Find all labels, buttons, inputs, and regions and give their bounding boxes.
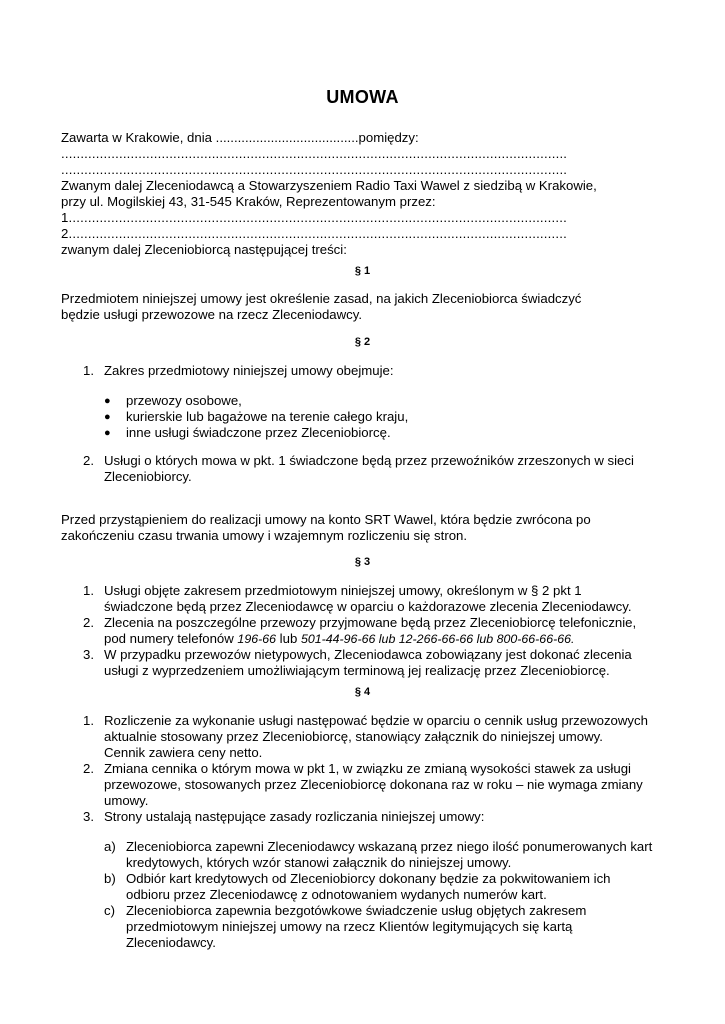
section-2-note-line-1: Przed przystąpieniem do realizacji umowy na konto SRT Wawel, która będzie zwrócona po bbox=[61, 512, 591, 527]
bullet-icon: ● bbox=[104, 395, 111, 407]
section-3-item-2-line-1: Zlecenia na poszczególne przewozy przyjmowane będą przez Zleceniobiorcę telefonicznie, bbox=[104, 615, 637, 630]
section-2-heading: § 2 bbox=[354, 336, 371, 348]
section-4-sub-b-line-1: Odbiór kart kredytowych od Zleceniobiorcy dokonany będzie za pokwitowaniem ich bbox=[126, 871, 611, 886]
section-1-heading: § 1 bbox=[354, 265, 371, 277]
section-4-item-3-text: Strony ustalają następujące zasady rozliczania niniejszej umowy: bbox=[104, 809, 485, 824]
intro-line-date: Zawarta w Krakowie, dnia .......................................pomiędzy: bbox=[61, 130, 419, 145]
intro-blank-line-1: ................................................................................................................................... bbox=[61, 146, 568, 161]
section-4-item-2-line-3: umowy. bbox=[104, 793, 149, 808]
section-2-item-2-line-2: Zleceniobiorcy. bbox=[104, 469, 192, 484]
section-3-heading: § 3 bbox=[354, 556, 371, 568]
section-4-sub-c-line-1: Zleceniobiorca zapewnia bezgotówkowe świadczenie usług objętych zakresem bbox=[126, 903, 587, 918]
section-4-sub-b-line-2: odbioru przez Zleceniodawcę z odnotowaniem wydanych numerów kart. bbox=[126, 887, 547, 902]
section-1-text-line-2: będzie usługi przewozowe na rzecz Zleceniodawcy. bbox=[61, 307, 363, 322]
section-2-item-2-line-1: Usługi o których mowa w pkt. 1 świadczone będą przez przewoźników zrzeszonych w sieci bbox=[104, 453, 634, 468]
section-4-sub-a-letter: a) bbox=[104, 839, 116, 854]
phones-intro-text: pod numery telefonów bbox=[104, 631, 238, 646]
phone-number-short: 196-66 bbox=[237, 632, 277, 646]
section-4-item-2-number: 2. bbox=[83, 761, 94, 776]
section-4-item-1-number: 1. bbox=[83, 713, 94, 728]
section-4-sub-c-letter: c) bbox=[104, 903, 115, 918]
section-4-sub-a-line-2: kredytowych, których wzór stanowi załącznik do niniejszej umowy. bbox=[126, 855, 512, 870]
intro-line-parties: Zwanym dalej Zleceniodawcą a Stowarzyszeniem Radio Taxi Wawel z siedzibą w Krakowie, bbox=[61, 178, 597, 193]
section-2-note-line-2: zakończeniu czasu trwania umowy i wzajemnym rozliczeniu się stron. bbox=[61, 528, 468, 543]
intro-line-content: zwanym dalej Zleceniobiorcą następującej treści: bbox=[61, 242, 347, 257]
section-3-item-3-line-2: usługi z wyprzedzeniem umożliwiającym terminową jej realizację przez Zleceniobiorcę. bbox=[104, 663, 610, 678]
intro-blank-line-2: ................................................................................................................................... bbox=[61, 162, 568, 177]
section-4-item-3-number: 3. bbox=[83, 809, 94, 824]
intro-representative-1: 1................................................................................................................................. bbox=[61, 210, 567, 225]
intro-line-address: przy ul. Mogilskiej 43, 31-545 Kraków, Reprezentowanym przez: bbox=[61, 194, 436, 209]
section-2-bullet-3: inne usługi świadczone przez Zleceniobiorcę. bbox=[126, 425, 391, 440]
section-4-sub-a-line-1: Zleceniobiorca zapewni Zleceniodawcy wskazaną przez niego ilość ponumerowanych kart bbox=[126, 839, 653, 854]
section-4-item-1-line-1: Rozliczenie za wykonanie usługi następować będzie w oparciu o cennik usług przewozowych bbox=[104, 713, 648, 728]
intro-representative-2: 2................................................................................................................................. bbox=[61, 226, 567, 241]
bullet-icon: ● bbox=[104, 427, 111, 439]
section-4-item-2-line-1: Zmiana cennika o którym mowa w pkt 1, w związku ze zmianą wysokości stawek za usługi bbox=[104, 761, 631, 776]
phone-numbers-list: 501-44-96-66 lub 12-266-66-66 lub 800-66-66-66. bbox=[300, 632, 575, 646]
section-2-item-1-number: 1. bbox=[83, 363, 94, 378]
section-2-item-1-text: Zakres przedmiotowy niniejszej umowy obejmuje: bbox=[104, 363, 394, 378]
section-2-bullet-2: kurierskie lub bagażowe na terenie całego kraju, bbox=[126, 409, 409, 424]
section-3-item-1-number: 1. bbox=[83, 583, 94, 598]
section-4-sub-b-letter: b) bbox=[104, 871, 116, 886]
section-4-heading: § 4 bbox=[354, 686, 371, 698]
section-4-sub-c-line-3: Zleceniodawcy. bbox=[126, 935, 216, 950]
section-3-item-3-number: 3. bbox=[83, 647, 94, 662]
bullet-icon: ● bbox=[104, 411, 111, 423]
phones-or-text: lub bbox=[276, 631, 301, 646]
section-1-text-line-1: Przedmiotem niniejszej umowy jest określenie zasad, na jakich Zleceniobiorca świadczyć bbox=[61, 291, 582, 306]
section-3-item-2-number: 2. bbox=[83, 615, 94, 630]
section-4-item-2-line-2: przewozowe, stosowanych przez Zleceniobiorcę dokonana raz w roku – nie wymaga zmiany bbox=[104, 777, 643, 792]
section-2-item-2-number: 2. bbox=[83, 453, 94, 468]
section-4-item-1-line-3: Cennik zawiera ceny netto. bbox=[104, 745, 263, 760]
section-3-item-3-line-1: W przypadku przewozów nietypowych, Zleceniodawca zobowiązany jest dokonać zlecenia bbox=[104, 647, 632, 662]
section-3-item-2-line-2 bbox=[104, 631, 574, 647]
section-3-item-1-line-1: Usługi objęte zakresem przedmiotowym niniejszej umowy, określonym w § 2 pkt 1 bbox=[104, 583, 582, 598]
section-3-item-1-line-2: świadczone będą przez Zleceniodawcę w oparciu o każdorazowe zlecenia Zleceniodawcy. bbox=[104, 599, 632, 614]
section-4-sub-c-line-2: przedmiotowym niniejszej umowy na rzecz Klientów legitymujących się kartą bbox=[126, 919, 573, 934]
section-4-item-1-line-2: aktualnie stosowany przez Zleceniobiorcę, stanowiący załącznik do niniejszej umowy. bbox=[104, 729, 603, 744]
document-title: UMOWA bbox=[326, 87, 399, 107]
section-2-bullet-1: przewozy osobowe, bbox=[126, 393, 242, 408]
